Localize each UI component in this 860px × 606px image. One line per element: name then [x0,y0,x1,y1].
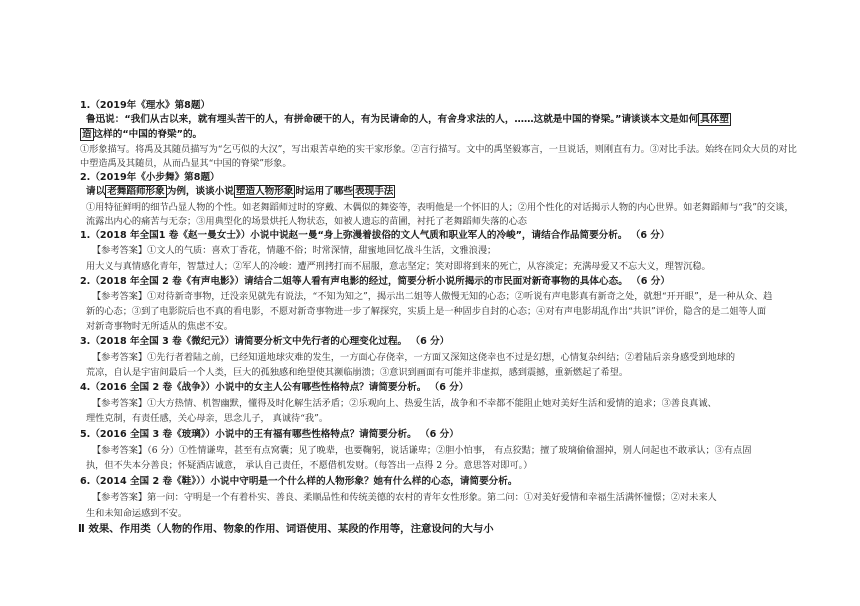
question-2-answer-cont: 流露出内心的痛苦与无奈；③用典型化的场景烘托人物状态，如被人遗忘的苗圃，衬托了老舞蹈师失落的心态 [86,216,527,227]
question-3-answer-cont: 用大义与真情感化青年，智慧过人；②军人的冷峻：遭严刑拷打而不屈服，意志坚定；笑对即将到来的死亡，从容淡定；充满母爱又不忘大义，理智沉稳。 [86,261,711,272]
question-2-prompt: 请以 老舞蹈师形象 为例，谈谈小说 塑造人物形象 时运用了哪些 表现手法 [86,186,394,197]
highlight-box: 表现手法 [355,186,394,197]
question-6-answer-cont: 理性克制，有责任感，关心母亲，思念儿子， 真诚待“我”。 [86,413,329,424]
highlight-box: 具体塑 [700,114,729,125]
question-4-answer-cont: 新的心态；③到了电影院后也不真的看电影，不愿对新奇事物进一步了解探究，实质上是一种固步自封的心态；④对有声电影胡乱作出“共识”评价，隐含的是二姐等人面 [86,306,767,317]
question-5-title: 3.（2018 年全国 3 卷《微纪元》）请简要分析文中先行者的心理变化过程。 （6 分） [80,336,450,347]
question-5-answer-cont: 荒凉，自认是宇宙间最后一个人类，巨大的孤独感和绝望使其濒临崩溃；③意识到画面有可能并非虚拟，感到震撼，重新燃起了希望。 [86,367,629,378]
highlight-box: 塑造人物形象 [235,186,294,197]
question-1-prompt: 鲁迅说：“我们从古以来，就有埋头苦干的人，有拼命硬干的人，有为民请命的人，有舍身求法的人，……这就是中国的脊梁。”请谈谈本文是如何 具体塑 [86,114,729,125]
question-3-answer: 【参考答案】①文人的气质：喜欢丁香花，情趣不俗；时常深情，甜蜜地回忆战斗生活，文雅浪漫； [92,245,497,256]
question-4-answer-cont-2: 对新奇事物时无所适从的焦虑不安。 [86,321,233,332]
question-4-answer: 【参考答案】①对待新奇事物，迁没亲见就先有说法，“不知为知之”，揭示出二姐等人傲慢无知的心态；②听说有声电影真有新奇之处，就想“开开眼”，是一种从众、趋 [92,291,773,302]
question-7-answer-cont: 执，但不失本分善良；怀疑酒店诚意， 承认自己责任，不愿借机发财。（每答出一点得 2 分。意思答对即可。） [86,460,533,471]
question-4-title: 2.（2018 年全国 2 卷《有声电影》）请结合二姐等人看有声电影的经过，简要分析小说所揭示的市民面对新奇事物的具体心态。 （6 分） [80,276,670,287]
question-8-answer-cont: 生和未知命运感到不安。 [86,508,188,519]
question-8-answer: 【参考答案】第一问：守明是一个有着朴实、善良、柔顺品性和传统美德的农村的青年女性形象。第二问：①对美好爱情和幸福生活满怀憧憬；②对未来人 [92,492,717,503]
question-5-answer: 【参考答案】①先行者着陆之前，已经知道地球灾难的发生，一方面心存侥幸，一方面又深知这侥幸也不过是幻想，心情复杂纠结；②着陆后亲身感受到地球的 [92,352,736,363]
question-6-answer: 【参考答案】①大方热情、机智幽默，懂得及时化解生活矛盾；②乐观向上、热爱生活，战争和不幸都不能阻止她对美好生活和爱情的追求；③善良真诚、 [92,398,717,409]
question-2-title: 2.（2019年《小步舞》第8题） [80,172,220,183]
section-ii-heading: Ⅱ 效果、作用类（人物的作用、物象的作用、词语使用、某段的作用等，注意设问的大与小 [78,523,494,535]
question-7-answer: 【参考答案】（6 分）①性情谦卑，甚至有点窝囊；见了晚辈，也要鞠躬，说话谦卑；②胆小怕事， 有点狡黠；擅了玻璃偷偷溜掉，别人问起也不敢承认；③有点固 [92,445,752,456]
question-3-title: 1.（2018 年全国1 卷《赵一曼女士》）小说中说赵一曼“身上弥漫着拔俗的文人气质和职业军人的冷峻”，请结合作品简要分析。 （6 分） [80,230,670,241]
question-1-answer: ①形象描写。将禹及其随员描写为“乞丐似的大汉”，写出艰苦卓绝的实干家形象。②言行描写。文中的禹坚毅寡言，一旦说话，则刚直有力。③对比手法。始终在同众大员的对比 [80,144,797,155]
question-8-title: 6.（2014 全国 2 卷《鞋》））小说中守明是一个什么样的人物形象？她有什么样的心态，请简要分析。 [80,476,518,487]
highlight-box: 造 [82,129,92,140]
question-1-answer-cont: 中塑造禹及其随员，从而凸显其“中国的脊梁”形象。 [80,158,292,169]
question-1-prompt-cont: 造 这样的“中国的脊梁”的。 [82,129,203,140]
question-6-title: 4.（2016 全国 2 卷《战争》）小说中的女主人公有哪些性格特点？请简要分析。 （6 分） [80,382,469,393]
question-1-title: 1.（2019年《理水》第8题） [80,100,211,111]
question-2-answer: ①用特征鲜明的细节凸显人物的个性。如老舞蹈师过时的穿戴、木偶似的舞姿等，表明他是一个怀旧的人；②用个性化的对话揭示人物的内心世界。如老舞蹈师与“我”的交谈， [86,202,794,213]
question-7-title: 5.（2016 全国 3 卷《玻璃》）小说中的王有福有哪些性格特点？请简要分析。 （6 分） [80,429,459,440]
highlight-box: 老舞蹈师形象 [107,186,165,197]
